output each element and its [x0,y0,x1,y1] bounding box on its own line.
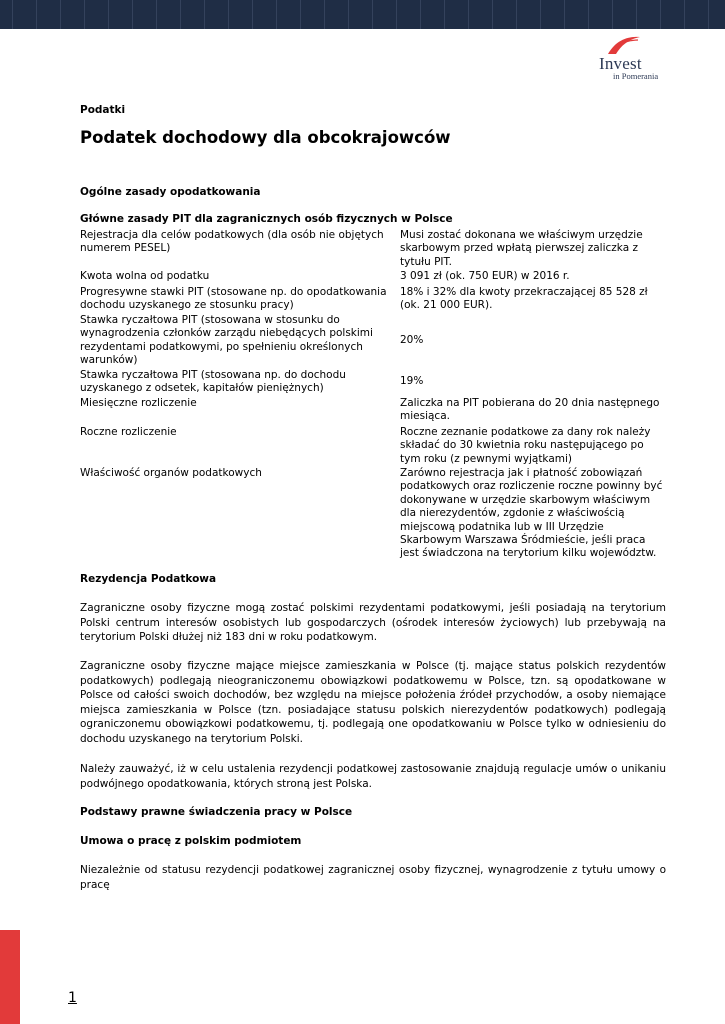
residency-paragraph: Zagraniczne osoby fizyczne mogą zostać polskimi rezydentami podatkowymi, jeśli posiadają na terytorium Polski centrum interesów osobistych lub gospodarczych (ośrodek interesów życiowych) lub przebywają na terytorium Polski dłużej niż 183 dni w roku podatkowym. [80,602,666,644]
legal-basis-heading: Podstawy prawne świadczenia pracy w Polsce [80,806,353,818]
table-cell-value: Roczne zeznanie podatkowe za dany rok należy składać do 30 kwietnia roku następującego po tym roku (z pewnymi wyjątkami) [400,426,651,465]
contract-heading: Umowa o pracę z polskim podmiotem [80,835,302,847]
page-title: Podatek dochodowy dla obcokrajowców [80,128,451,147]
section-label: Podatki [80,104,126,116]
table-cell-value: 20% [400,334,424,346]
table-cell-label: Kwota wolna od podatku [80,270,210,282]
table-cell-value: Zaliczka na PIT pobierana do 20 dnia następnego miesiąca. [400,397,660,423]
general-rules-heading: Ogólne zasady opodatkowania [80,186,261,198]
table-cell-label: Progresywne stawki PIT (stosowane np. do opodatkowania dochodu uzyskanego ze stosunku pracy) [80,286,387,312]
table-cell-value: Musi zostać dokonana we właściwym urzędzie skarbowym przed wpłatą pierwszej zaliczka z tytułu PIT. [400,229,643,268]
residency-paragraph: Należy zauważyć, iż w celu ustalenia rezydencji podatkowej zastosowanie znajdują regulacje umów o unikaniu podwójnego opodatkowania, których stroną jest Polska. [80,763,666,790]
table-cell-label: Roczne rozliczenie [80,426,177,438]
logo-word: Invest [599,54,642,73]
table-cell-label: Rejestracja dla celów podatkowych (dla osób nie objętych numerem PESEL) [80,229,384,255]
table-cell-value: 3 091 zł (ok. 750 EUR) w 2016 r. [400,270,570,282]
table-cell-value: 19% [400,375,424,387]
residency-heading: Rezydencja Podatkowa [80,573,217,585]
footer-accent-bar [0,930,20,1024]
table-cell-label: Miesięczne rozliczenie [80,397,197,409]
table-cell-label: Stawka ryczałtowa PIT (stosowana np. do dochodu uzyskanego z odsetek, kapitałów pieniężnych) [80,369,346,395]
invest-in-pomerania-logo [596,34,668,82]
table-cell-value: 18% i 32% dla kwoty przekraczającej 85 528 zł (ok. 21 000 EUR). [400,286,648,312]
contract-paragraph: Niezależnie od statusu rezydencji podatkowej zagranicznej osoby fizycznej, wynagrodzenie z tytułu umowy o pracę [80,864,666,891]
table-cell-label: Stawka ryczałtowa PIT (stosowana w stosunku do wynagrodzenia członków zarządu niebędących polskimi rezydentami podatkowymi, po spełnieniu określonych warunków) [80,314,373,367]
table-heading: Główne zasady PIT dla zagranicznych osób fizycznych w Polsce [80,213,453,225]
page-number: 1 [68,990,77,1006]
logo-subtitle: in Pomerania [613,71,659,81]
header-bar [0,0,725,29]
residency-paragraph: Zagraniczne osoby fizyczne mające miejsce zamieszkania w Polsce (tj. mające status polskich rezydentów podatkowych) podlegają nieograniczonemu obowiązkowi podatkowemu w Polsce, tzn. są opodatkowane w Polsce od całości swoich dochodów, bez względu na miejsce położenia źródeł przychodów, a osoby niemające miejsca zamieszkania w Polsce (tzn. posiadające statusu polskich nierezydentów podatkowych) podlegają ograniczonemu obowiązkowi podatkowemu, tj. podlegają one opodatkowaniu w Polsce tylko w odniesieniu do dochodu uzyskanego na terytorium Polski. [80,660,666,745]
table-cell-label: Właściwość organów podatkowych [80,467,262,479]
table-cell-value: Zarówno rejestracja jak i płatność zobowiązań podatkowych oraz rozliczenie roczne powinny być dokonywane w urzędzie skarbowym właściwym dla nierezydentów, zgdonie z właściwością miejscową podatnika lub w III Urzędzie Skarbowym Warszawa Śródmieście, jeśli praca jest świadczona na terytorium kilku województw. [400,467,663,560]
